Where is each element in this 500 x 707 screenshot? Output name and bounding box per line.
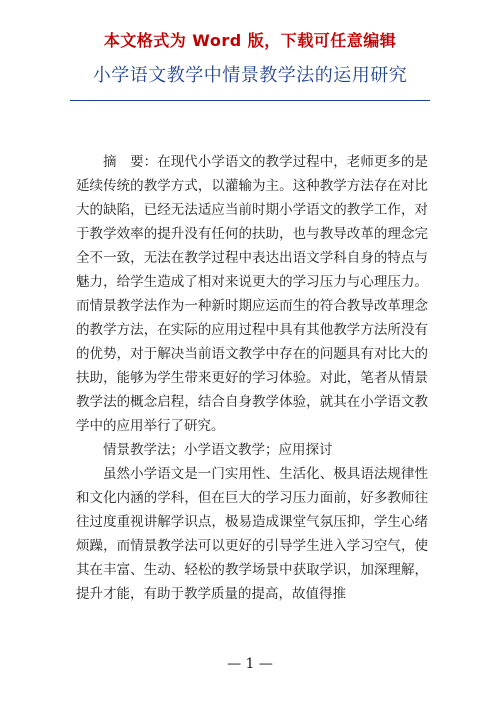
word-format-banner: 本文格式为 Word 版，下载可任意编辑: [103, 31, 397, 50]
document-body: [76, 150, 428, 606]
page-title: 小学语文教学中情景教学法的运用研究: [92, 65, 408, 86]
intro-paragraph: 虽然小学语文是一门实用性、生活化、极具语法规律性和文化内涵的学科，但在巨大的学习压力面前，好多教师往往过度重视讲解学识点，极易造成课堂气氛压抑，学生心绪烦躁，而情景教学法可以更好的引导学生进入学习空气，使其在丰富、生动、轻松的教学场景中获取学识，加深理解，提升才能，有助于教学质量的提高，故值得推: [76, 466, 428, 602]
page-number: — 1 —: [227, 656, 273, 672]
title-underline: [70, 100, 430, 101]
keywords-paragraph: 情景教学法；小学语文教学；应用探讨: [103, 442, 333, 458]
abstract-paragraph: 摘 要：在现代小学语文的教学过程中，老师更多的是延续传统的教学方式，以灌输为主。这种教学方法存在对比大的缺陷，已经无法适应当前时期小学语文的教学工作，对于教学效率的提升没有任何的扶助，也与教导改革的理念完全不一致，无法在教学过程中表达出语文学科自身的特点与魅力，给学生造成了相对来说更大的学习压力与心理压力。而情景教学法作为一种新时期应运而生的符合教导改革理念的教学方法，在实际的应用过程中具有其他教学方法所没有的优势，对于解决当前语文教学中存在的问题具有对比大的扶助，能够为学生带来更好的学习体验。对此，笔者从情景教学法的概念启程，结合自身教学体验，就其在小学语文教学中的应用举行了研究。: [76, 154, 428, 434]
